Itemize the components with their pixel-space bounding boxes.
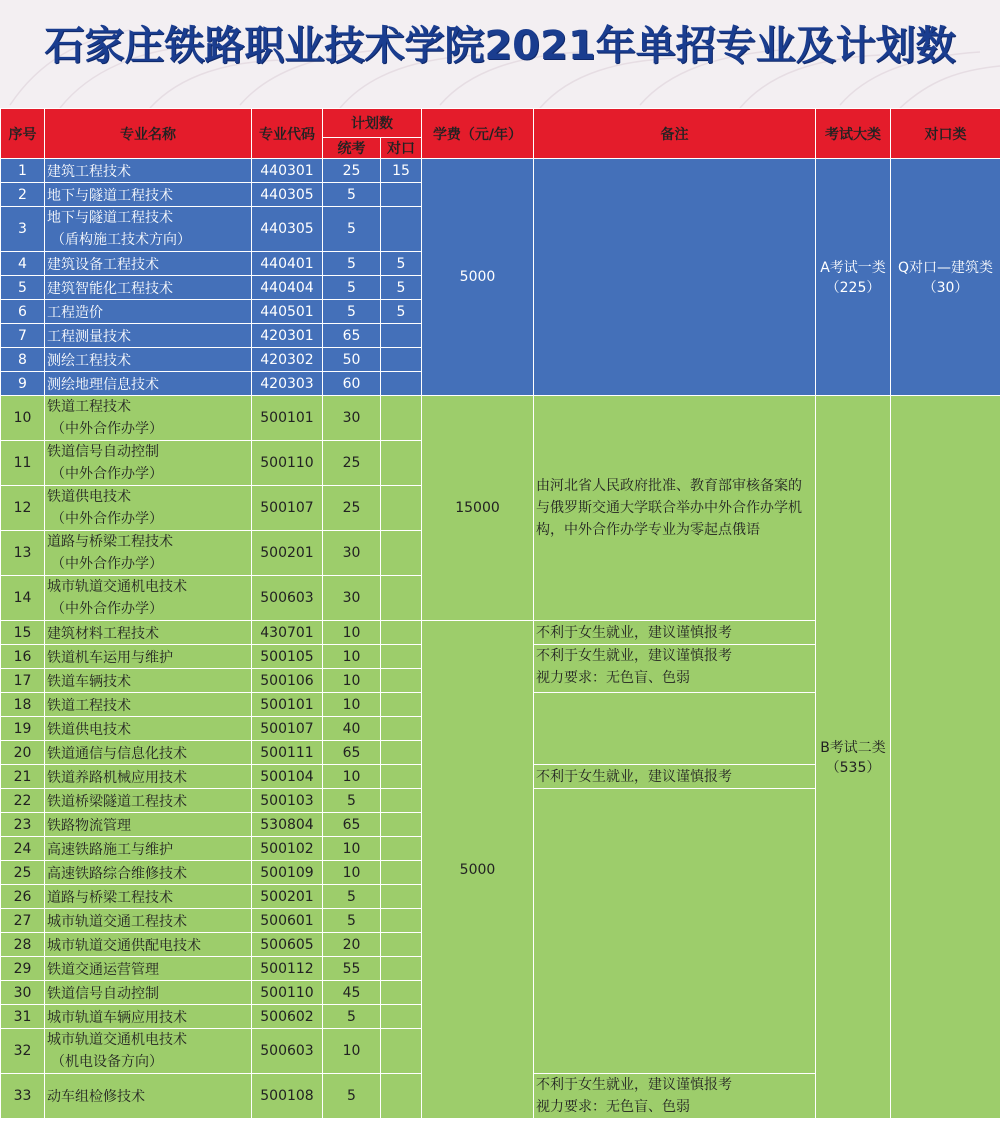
row-code: 500105	[252, 645, 323, 669]
row-name: 地下与隧道工程技术	[45, 183, 252, 207]
row-unified: 5	[323, 909, 381, 933]
row-name-line1: 城市轨道交通机电技术	[47, 1032, 187, 1048]
category-a-line1: A考试一类	[820, 260, 886, 276]
row-name: 动车组检修技术	[45, 1074, 252, 1119]
row-name: 测绘工程技术	[45, 348, 252, 372]
note-female-vision-33	[534, 1074, 816, 1119]
row-duikou	[381, 348, 422, 372]
row-name: 建筑材料工程技术	[45, 621, 252, 645]
row-code: 440305	[252, 207, 323, 252]
row-code: 500110	[252, 441, 323, 486]
row-name-line2: （中外合作办学）	[51, 556, 163, 572]
row-name-line2: （中外合作办学）	[51, 421, 163, 437]
row-name-line1: 铁道供电技术	[47, 489, 131, 505]
row-duikou	[381, 531, 422, 576]
row-seq: 18	[1, 693, 45, 717]
row-name: 铁道工程技术	[45, 693, 252, 717]
row-name-line2: （中外合作办学）	[51, 466, 163, 482]
row-code: 440401	[252, 252, 323, 276]
row-unified: 45	[323, 981, 381, 1005]
row-seq: 1	[1, 159, 45, 183]
row-name: 铁道桥梁隧道工程技术	[45, 789, 252, 813]
row-name: 高速铁路施工与维护	[45, 837, 252, 861]
note-line: 视力要求：无色盲、色弱	[536, 1099, 690, 1115]
header-note: 备注	[534, 109, 816, 159]
row-duikou	[381, 486, 422, 531]
row-seq: 4	[1, 252, 45, 276]
row-name: 铁道车辆技术	[45, 669, 252, 693]
header-duikou: 对口	[381, 138, 422, 159]
row-unified: 10	[323, 837, 381, 861]
row-duikou	[381, 396, 422, 441]
row-unified: 40	[323, 717, 381, 741]
note-line: 视力要求：无色盲、色弱	[536, 670, 690, 686]
row-unified: 5	[323, 1005, 381, 1029]
row-name: 铁道交通运营管理	[45, 957, 252, 981]
table-row	[1, 159, 1000, 183]
row-duikou	[381, 183, 422, 207]
row-name	[45, 531, 252, 576]
row-code: 440305	[252, 183, 323, 207]
row-seq: 8	[1, 348, 45, 372]
row-unified: 5	[323, 885, 381, 909]
row-name-line2: （中外合作办学）	[51, 511, 163, 527]
row-code: 500110	[252, 981, 323, 1005]
row-duikou	[381, 765, 422, 789]
row-unified: 10	[323, 693, 381, 717]
row-unified: 10	[323, 669, 381, 693]
row-code: 500605	[252, 933, 323, 957]
row-name: 铁道机车运用与维护	[45, 645, 252, 669]
row-name: 测绘地理信息技术	[45, 372, 252, 396]
page-title: 石家庄铁路职业技术学院2021年单招专业及计划数	[44, 23, 956, 69]
row-name: 铁路物流管理	[45, 813, 252, 837]
category-a-line2: （225）	[825, 280, 881, 296]
row-unified: 65	[323, 741, 381, 765]
row-code: 440404	[252, 276, 323, 300]
row-seq: 3	[1, 207, 45, 252]
row-name-line1: 地下与隧道工程技术	[47, 210, 173, 226]
row-duikou	[381, 207, 422, 252]
row-duikou: 5	[381, 252, 422, 276]
row-unified: 10	[323, 621, 381, 645]
row-seq: 19	[1, 717, 45, 741]
row-name: 城市轨道车辆应用技术	[45, 1005, 252, 1029]
fee-group-b: 15000	[422, 396, 534, 621]
row-seq: 22	[1, 789, 45, 813]
note-blank-18	[534, 693, 816, 765]
header-code: 专业代码	[252, 109, 323, 159]
row-seq: 21	[1, 765, 45, 789]
row-seq: 14	[1, 576, 45, 621]
row-unified: 5	[323, 183, 381, 207]
row-duikou	[381, 693, 422, 717]
row-name: 铁道信号自动控制	[45, 981, 252, 1005]
row-duikou	[381, 1074, 422, 1119]
note-blank-a	[534, 159, 816, 396]
row-code: 500101	[252, 693, 323, 717]
row-name: 工程造价	[45, 300, 252, 324]
row-duikou	[381, 837, 422, 861]
row-seq: 20	[1, 741, 45, 765]
header-plan: 计划数	[323, 109, 422, 138]
row-name	[45, 1029, 252, 1074]
row-seq: 5	[1, 276, 45, 300]
row-unified: 30	[323, 531, 381, 576]
row-seq: 9	[1, 372, 45, 396]
row-name: 城市轨道交通供配电技术	[45, 933, 252, 957]
row-code: 420303	[252, 372, 323, 396]
row-code: 500101	[252, 396, 323, 441]
enrollment-plan-table	[0, 108, 1000, 1119]
row-duikou	[381, 885, 422, 909]
row-seq: 26	[1, 885, 45, 909]
row-seq: 30	[1, 981, 45, 1005]
row-name: 工程测量技术	[45, 324, 252, 348]
row-name-line1: 城市轨道交通机电技术	[47, 579, 187, 595]
note-female-21: 不利于女生就业，建议谨慎报考	[534, 765, 816, 789]
page-header	[0, 0, 1000, 108]
row-unified: 25	[323, 486, 381, 531]
header-seq: 序号	[1, 109, 45, 159]
row-code: 500108	[252, 1074, 323, 1119]
row-duikou	[381, 324, 422, 348]
row-name: 建筑设备工程技术	[45, 252, 252, 276]
row-unified: 65	[323, 324, 381, 348]
row-code: 440301	[252, 159, 323, 183]
row-name-line2: （盾构施工技术方向）	[51, 232, 191, 248]
row-name	[45, 207, 252, 252]
row-code: 440501	[252, 300, 323, 324]
note-coop: 由河北省人民政府批准、教育部审核备案的与俄罗斯交通大学联合举办中外合作办学机构，中外合作办学专业为零起点俄语	[534, 396, 816, 621]
row-duikou	[381, 981, 422, 1005]
row-name	[45, 576, 252, 621]
category-b-line1: B考试二类	[820, 740, 886, 756]
row-code: 500111	[252, 741, 323, 765]
duikou-category-blank	[891, 396, 1000, 1119]
row-code: 500102	[252, 837, 323, 861]
row-unified: 25	[323, 441, 381, 486]
row-code: 500106	[252, 669, 323, 693]
row-unified: 10	[323, 645, 381, 669]
row-name: 铁道养路机械应用技术	[45, 765, 252, 789]
row-seq: 2	[1, 183, 45, 207]
row-code: 500107	[252, 486, 323, 531]
row-duikou: 5	[381, 276, 422, 300]
row-name-line1: 铁道工程技术	[47, 399, 131, 415]
row-seq: 27	[1, 909, 45, 933]
row-seq: 31	[1, 1005, 45, 1029]
row-duikou	[381, 645, 422, 669]
row-duikou: 5	[381, 300, 422, 324]
row-name: 建筑工程技术	[45, 159, 252, 183]
row-duikou	[381, 1029, 422, 1074]
row-duikou	[381, 741, 422, 765]
row-seq: 12	[1, 486, 45, 531]
row-seq: 6	[1, 300, 45, 324]
row-code: 500112	[252, 957, 323, 981]
row-unified: 25	[323, 159, 381, 183]
row-name-line2: （中外合作办学）	[51, 601, 163, 617]
table-row	[1, 396, 1000, 441]
row-unified: 5	[323, 276, 381, 300]
header-unified: 统考	[323, 138, 381, 159]
row-name	[45, 486, 252, 531]
row-unified: 65	[323, 813, 381, 837]
note-blank-22	[534, 789, 816, 1074]
row-unified: 55	[323, 957, 381, 981]
row-duikou	[381, 933, 422, 957]
row-name: 铁道供电技术	[45, 717, 252, 741]
row-code: 500107	[252, 717, 323, 741]
row-unified: 5	[323, 300, 381, 324]
row-code: 500601	[252, 909, 323, 933]
row-name-line1: 道路与桥梁工程技术	[47, 534, 173, 550]
row-seq: 25	[1, 861, 45, 885]
row-seq: 13	[1, 531, 45, 576]
row-duikou	[381, 909, 422, 933]
row-duikou	[381, 372, 422, 396]
row-duikou	[381, 576, 422, 621]
fee-group-c: 5000	[422, 621, 534, 1119]
row-code: 500602	[252, 1005, 323, 1029]
row-seq: 11	[1, 441, 45, 486]
header-fee: 学费（元/年）	[422, 109, 534, 159]
row-code: 420301	[252, 324, 323, 348]
row-duikou	[381, 441, 422, 486]
row-code: 500104	[252, 765, 323, 789]
row-code: 500103	[252, 789, 323, 813]
row-unified: 20	[323, 933, 381, 957]
row-name-line2: （机电设备方向）	[51, 1054, 163, 1070]
row-seq: 29	[1, 957, 45, 981]
row-seq: 33	[1, 1074, 45, 1119]
row-code: 500603	[252, 1029, 323, 1074]
row-seq: 28	[1, 933, 45, 957]
note-line: 不利于女生就业，建议谨慎报考	[536, 1077, 732, 1093]
duikou-category-a-line1: Q对口—建筑类	[897, 260, 994, 276]
row-seq: 23	[1, 813, 45, 837]
header-name: 专业名称	[45, 109, 252, 159]
row-code: 500109	[252, 861, 323, 885]
category-b-line2: （535）	[825, 760, 881, 776]
row-duikou	[381, 621, 422, 645]
row-unified: 30	[323, 396, 381, 441]
row-name: 铁道通信与信息化技术	[45, 741, 252, 765]
row-duikou	[381, 717, 422, 741]
row-seq: 24	[1, 837, 45, 861]
row-name: 道路与桥梁工程技术	[45, 885, 252, 909]
row-seq: 15	[1, 621, 45, 645]
row-duikou: 15	[381, 159, 422, 183]
row-unified: 5	[323, 207, 381, 252]
note-female-vision-16	[534, 645, 816, 693]
row-duikou	[381, 957, 422, 981]
note-female-15: 不利于女生就业，建议谨慎报考	[534, 621, 816, 645]
row-code: 530804	[252, 813, 323, 837]
row-unified: 30	[323, 576, 381, 621]
row-name-line1: 铁道信号自动控制	[47, 444, 159, 460]
row-duikou	[381, 1005, 422, 1029]
row-code: 500201	[252, 531, 323, 576]
row-name	[45, 441, 252, 486]
row-code: 500603	[252, 576, 323, 621]
row-unified: 5	[323, 1074, 381, 1119]
row-code: 500201	[252, 885, 323, 909]
row-seq: 17	[1, 669, 45, 693]
row-name: 城市轨道交通工程技术	[45, 909, 252, 933]
row-unified: 5	[323, 252, 381, 276]
row-name	[45, 396, 252, 441]
header-category: 考试大类	[816, 109, 891, 159]
row-code: 420302	[252, 348, 323, 372]
row-unified: 10	[323, 765, 381, 789]
duikou-category-a-line2: （30）	[922, 280, 969, 296]
row-name: 建筑智能化工程技术	[45, 276, 252, 300]
row-duikou	[381, 789, 422, 813]
category-a	[816, 159, 891, 396]
row-code: 430701	[252, 621, 323, 645]
category-b	[816, 396, 891, 1119]
row-unified: 50	[323, 348, 381, 372]
row-seq: 7	[1, 324, 45, 348]
row-duikou	[381, 861, 422, 885]
row-seq: 16	[1, 645, 45, 669]
row-unified: 60	[323, 372, 381, 396]
table-body	[1, 159, 1000, 1119]
row-unified: 10	[323, 1029, 381, 1074]
row-seq: 10	[1, 396, 45, 441]
row-seq: 32	[1, 1029, 45, 1074]
header-duikou-category: 对口类	[891, 109, 1000, 159]
row-duikou	[381, 813, 422, 837]
row-unified: 5	[323, 789, 381, 813]
duikou-category-a	[891, 159, 1000, 396]
row-unified: 10	[323, 861, 381, 885]
row-duikou	[381, 669, 422, 693]
fee-group-a: 5000	[422, 159, 534, 396]
note-line: 不利于女生就业，建议谨慎报考	[536, 648, 732, 664]
row-name: 高速铁路综合维修技术	[45, 861, 252, 885]
